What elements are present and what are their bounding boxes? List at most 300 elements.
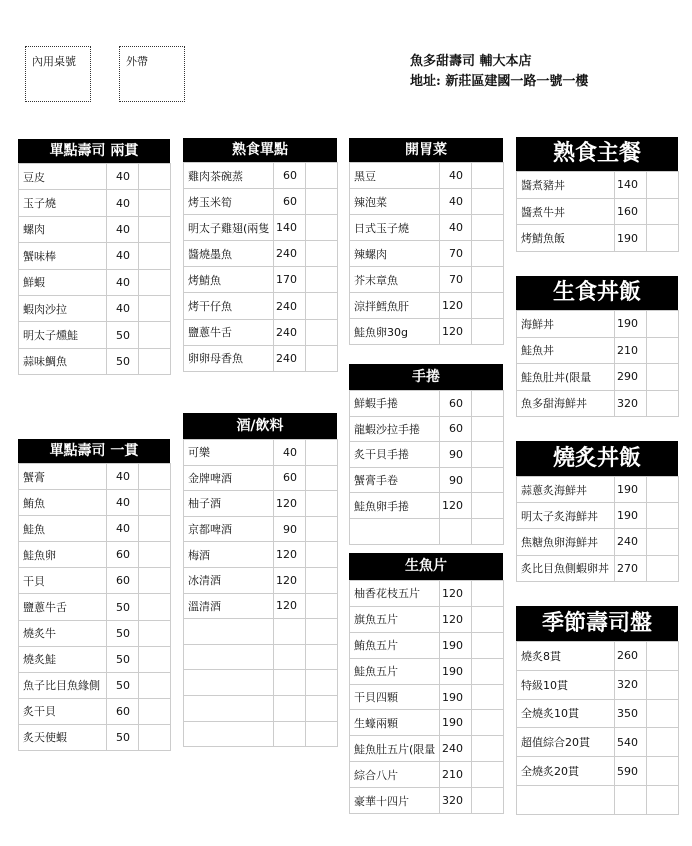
quantity-cell[interactable]: [306, 215, 338, 241]
item-name: 干貝四顆: [350, 684, 440, 710]
item-price: 170: [274, 267, 306, 293]
menu-section: [516, 137, 678, 252]
quantity-cell[interactable]: [647, 337, 679, 364]
item-price: 40: [440, 215, 472, 241]
quantity-cell[interactable]: [472, 391, 504, 417]
menu-item-row: [184, 593, 338, 619]
item-name: 螺肉: [19, 216, 107, 242]
menu-item-row: [350, 163, 504, 189]
item-price: 60: [274, 189, 306, 215]
item-name: 干貝: [19, 568, 107, 594]
quantity-cell[interactable]: [306, 163, 338, 189]
item-price: 40: [107, 490, 139, 516]
quantity-cell[interactable]: [647, 529, 679, 555]
menu-table: [349, 580, 504, 814]
quantity-cell[interactable]: [472, 736, 504, 762]
blank-cell: [615, 785, 647, 814]
item-price: 120: [440, 581, 472, 607]
item-name: 冰清酒: [184, 567, 274, 593]
menu-item-row: [184, 293, 338, 319]
item-price: 60: [107, 568, 139, 594]
item-price: 320: [440, 788, 472, 814]
item-price: 120: [440, 319, 472, 345]
quantity-cell[interactable]: [139, 348, 171, 374]
item-price: 240: [615, 529, 647, 555]
menu-item-row: [19, 698, 171, 724]
menu-item-row: [350, 241, 504, 267]
item-price: 120: [274, 593, 306, 619]
item-name: 蝦肉沙拉: [19, 295, 107, 321]
item-name: 龍蝦沙拉手捲: [350, 416, 440, 442]
blank-cell: [274, 721, 306, 747]
menu-item-row: [517, 477, 679, 503]
blank-cell: [184, 644, 274, 670]
menu-section: [516, 276, 678, 417]
item-name: 生蠔兩顆: [350, 710, 440, 736]
item-price: 40: [274, 440, 306, 466]
blank-cell: [184, 721, 274, 747]
quantity-cell[interactable]: [472, 606, 504, 632]
item-price: 140: [274, 215, 306, 241]
menu-item-row: [350, 267, 504, 293]
menu-item-row: [19, 568, 171, 594]
quantity-cell[interactable]: [472, 788, 504, 814]
menu-table: [18, 463, 171, 751]
quantity-cell[interactable]: [472, 319, 504, 345]
menu-table: [516, 476, 679, 582]
item-name: 溫清酒: [184, 593, 274, 619]
quantity-cell[interactable]: [306, 567, 338, 593]
menu-section: [18, 439, 170, 751]
menu-item-row: [350, 684, 504, 710]
blank-cell: [184, 619, 274, 645]
quantity-cell[interactable]: [139, 672, 171, 698]
quantity-cell[interactable]: [306, 241, 338, 267]
quantity-cell[interactable]: [647, 503, 679, 529]
menu-section: [516, 441, 678, 582]
item-price: 190: [440, 658, 472, 684]
menu-item-row: [19, 542, 171, 568]
menu-item-row: [350, 467, 504, 493]
quantity-cell[interactable]: [306, 516, 338, 542]
quantity-cell[interactable]: [139, 243, 171, 269]
item-name: 辣泡菜: [350, 189, 440, 215]
menu-table: [349, 162, 504, 345]
menu-item-row: [19, 322, 171, 348]
quantity-cell[interactable]: [472, 762, 504, 788]
item-name: 鮭魚肚五片(限量: [350, 736, 440, 762]
item-name: 全燒炙10貫: [517, 699, 615, 728]
menu-item-row: [350, 710, 504, 736]
item-price: 90: [440, 467, 472, 493]
item-name: 鮭魚卵手捲: [350, 493, 440, 519]
quantity-cell[interactable]: [472, 241, 504, 267]
menu-item-row: [350, 762, 504, 788]
item-price: 240: [274, 319, 306, 345]
blank-cell: [184, 695, 274, 721]
item-price: 190: [615, 225, 647, 252]
item-price: 70: [440, 241, 472, 267]
quantity-cell[interactable]: [139, 190, 171, 216]
item-name: 燒炙牛: [19, 620, 107, 646]
menu-item-row: [184, 267, 338, 293]
quantity-cell[interactable]: [647, 699, 679, 728]
blank-cell: [274, 644, 306, 670]
menu-item-row: [19, 269, 171, 295]
quantity-cell[interactable]: [306, 345, 338, 371]
quantity-cell[interactable]: [306, 721, 338, 747]
quantity-cell[interactable]: [139, 490, 171, 516]
item-price: 160: [615, 198, 647, 225]
section-title: 單點壽司 一貫: [18, 439, 170, 463]
blank-cell: [274, 670, 306, 696]
menu-item-row: [350, 658, 504, 684]
item-name: 豪華十四片: [350, 788, 440, 814]
menu-item-row: [19, 295, 171, 321]
item-price: 240: [274, 241, 306, 267]
item-name: 醬煮豬丼: [517, 172, 615, 199]
quantity-cell[interactable]: [306, 189, 338, 215]
quantity-cell[interactable]: [647, 555, 679, 581]
quantity-cell[interactable]: [306, 293, 338, 319]
item-name: 蟹味棒: [19, 243, 107, 269]
dine-in-table-box[interactable]: [25, 46, 91, 102]
menu-item-row: [517, 503, 679, 529]
quantity-cell[interactable]: [306, 319, 338, 345]
item-price: 120: [274, 542, 306, 568]
item-name: 焦糖魚卵海鮮丼: [517, 529, 615, 555]
menu-item-row: [184, 567, 338, 593]
item-price: 50: [107, 672, 139, 698]
item-name: 芥末章魚: [350, 267, 440, 293]
menu-item-row: [517, 555, 679, 581]
item-name: 玉子燒: [19, 190, 107, 216]
quantity-cell[interactable]: [647, 364, 679, 391]
item-price: 240: [440, 736, 472, 762]
item-price: 120: [440, 493, 472, 519]
blank-row: [184, 721, 338, 747]
quantity-cell[interactable]: [472, 163, 504, 189]
item-name: 醬燒墨魚: [184, 241, 274, 267]
quantity-cell[interactable]: [472, 518, 504, 544]
menu-item-row: [19, 594, 171, 620]
menu-table: [18, 163, 171, 375]
item-name: 蒜蔥炙海鮮丼: [517, 477, 615, 503]
item-name: 燒炙8貫: [517, 642, 615, 671]
menu-item-row: [184, 465, 338, 491]
quantity-cell[interactable]: [139, 542, 171, 568]
item-price: 350: [615, 699, 647, 728]
item-price: 210: [440, 762, 472, 788]
menu-item-row: [350, 416, 504, 442]
quantity-cell[interactable]: [139, 568, 171, 594]
item-name: 蟹膏: [19, 464, 107, 490]
quantity-cell[interactable]: [306, 644, 338, 670]
menu-item-row: [517, 642, 679, 671]
blank-cell: [184, 670, 274, 696]
blank-cell: [350, 518, 440, 544]
quantity-cell[interactable]: [647, 311, 679, 338]
item-price: 260: [615, 642, 647, 671]
quantity-cell[interactable]: [647, 728, 679, 757]
quantity-cell[interactable]: [139, 295, 171, 321]
quantity-cell[interactable]: [306, 695, 338, 721]
item-name: 全燒炙20貫: [517, 757, 615, 786]
item-price: 190: [615, 311, 647, 338]
item-price: 190: [615, 503, 647, 529]
quantity-cell[interactable]: [306, 267, 338, 293]
item-price: 190: [440, 632, 472, 658]
item-name: 柚子酒: [184, 491, 274, 517]
menu-item-row: [184, 516, 338, 542]
menu-item-row: [184, 319, 338, 345]
menu-item-row: [184, 241, 338, 267]
section-title: 手捲: [349, 364, 503, 390]
menu-table: [516, 641, 679, 815]
quantity-cell[interactable]: [139, 516, 171, 542]
menu-item-row: [19, 646, 171, 672]
menu-item-row: [517, 529, 679, 555]
quantity-cell[interactable]: [472, 442, 504, 468]
item-price: 40: [107, 295, 139, 321]
item-name: 京都啤酒: [184, 516, 274, 542]
item-name: 烤鯖魚: [184, 267, 274, 293]
quantity-cell[interactable]: [306, 465, 338, 491]
blank-cell: [274, 695, 306, 721]
item-price: 50: [107, 322, 139, 348]
item-price: 320: [615, 670, 647, 699]
item-price: 290: [615, 364, 647, 391]
menu-item-row: [350, 581, 504, 607]
item-name: 日式玉子燒: [350, 215, 440, 241]
item-name: 魚多甜海鮮丼: [517, 390, 615, 417]
item-name: 鮮蝦手捲: [350, 391, 440, 417]
item-name: 豆皮: [19, 164, 107, 190]
quantity-cell[interactable]: [306, 670, 338, 696]
section-title: 開胃菜: [349, 138, 503, 162]
quantity-cell[interactable]: [472, 267, 504, 293]
item-name: 明太子炙海鮮丼: [517, 503, 615, 529]
quantity-cell[interactable]: [306, 491, 338, 517]
item-price: 270: [615, 555, 647, 581]
item-name: 鮪魚: [19, 490, 107, 516]
menu-item-row: [19, 190, 171, 216]
item-price: 210: [615, 337, 647, 364]
section-title: 單點壽司 兩貫: [18, 139, 170, 163]
quantity-cell[interactable]: [472, 215, 504, 241]
item-price: 60: [274, 465, 306, 491]
section-title: 酒/飲料: [183, 413, 337, 439]
takeout-box[interactable]: [119, 46, 185, 102]
menu-item-row: [19, 243, 171, 269]
quantity-cell[interactable]: [139, 164, 171, 190]
menu-section: [349, 553, 503, 814]
menu-item-row: [517, 670, 679, 699]
item-name: 鹽蔥牛舌: [19, 594, 107, 620]
menu-item-row: [184, 491, 338, 517]
item-name: 鮭魚卵: [19, 542, 107, 568]
quantity-cell[interactable]: [306, 619, 338, 645]
item-name: 燒炙鮭: [19, 646, 107, 672]
item-price: 590: [615, 757, 647, 786]
quantity-cell[interactable]: [306, 440, 338, 466]
takeout-label: 外帶: [126, 55, 148, 68]
item-price: 50: [107, 594, 139, 620]
item-name: 炙比目魚側蝦卵丼: [517, 555, 615, 581]
menu-section: [349, 364, 503, 545]
menu-table: [349, 390, 504, 545]
quantity-cell[interactable]: [472, 493, 504, 519]
quantity-cell[interactable]: [139, 322, 171, 348]
item-price: 190: [440, 684, 472, 710]
menu-item-row: [517, 364, 679, 391]
menu-table: [183, 162, 338, 372]
menu-item-row: [350, 736, 504, 762]
item-name: 鮭魚卵30g: [350, 319, 440, 345]
item-name: 魚子比目魚緣側: [19, 672, 107, 698]
item-price: 40: [107, 269, 139, 295]
quantity-cell[interactable]: [647, 757, 679, 786]
quantity-cell[interactable]: [139, 464, 171, 490]
item-name: 涼拌鱈魚肝: [350, 293, 440, 319]
quantity-cell[interactable]: [139, 646, 171, 672]
menu-table: [183, 439, 338, 747]
menu-item-row: [350, 189, 504, 215]
menu-item-row: [517, 699, 679, 728]
menu-item-row: [517, 337, 679, 364]
section-title: 燒炙丼飯: [516, 441, 678, 476]
menu-item-row: [19, 216, 171, 242]
quantity-cell[interactable]: [139, 216, 171, 242]
menu-item-row: [350, 391, 504, 417]
menu-table: [516, 310, 679, 417]
quantity-cell[interactable]: [139, 594, 171, 620]
item-price: 40: [107, 243, 139, 269]
menu-item-row: [517, 390, 679, 417]
item-name: 烤鯖魚飯: [517, 225, 615, 252]
item-price: 60: [107, 542, 139, 568]
item-price: 40: [107, 464, 139, 490]
item-name: 蒜味鯛魚: [19, 348, 107, 374]
menu-section: [516, 606, 678, 815]
quantity-cell[interactable]: [139, 269, 171, 295]
item-price: 320: [615, 390, 647, 417]
item-name: 烤玉米筍: [184, 189, 274, 215]
quantity-cell[interactable]: [647, 390, 679, 417]
menu-table: [516, 171, 679, 252]
quantity-cell[interactable]: [647, 642, 679, 671]
item-name: 黑豆: [350, 163, 440, 189]
blank-cell: [517, 785, 615, 814]
item-price: 50: [107, 620, 139, 646]
menu-item-row: [350, 606, 504, 632]
item-price: 90: [440, 442, 472, 468]
quantity-cell[interactable]: [472, 467, 504, 493]
shop-address: 地址: 新莊區建國一路一號一樓: [410, 74, 589, 89]
item-price: 240: [274, 293, 306, 319]
quantity-cell[interactable]: [647, 670, 679, 699]
item-price: 60: [440, 391, 472, 417]
item-name: 鮭魚丼: [517, 337, 615, 364]
menu-item-row: [19, 490, 171, 516]
item-name: 柚香花枝五片: [350, 581, 440, 607]
menu-item-row: [517, 198, 679, 225]
item-name: 炙干貝手捲: [350, 442, 440, 468]
item-name: 特級10貫: [517, 670, 615, 699]
blank-row: [184, 619, 338, 645]
menu-item-row: [184, 440, 338, 466]
item-price: 120: [440, 606, 472, 632]
item-price: 70: [440, 267, 472, 293]
menu-item-row: [517, 172, 679, 199]
quantity-cell[interactable]: [139, 698, 171, 724]
item-price: 50: [107, 646, 139, 672]
menu-item-row: [19, 348, 171, 374]
item-price: 140: [615, 172, 647, 199]
quantity-cell[interactable]: [139, 620, 171, 646]
quantity-cell[interactable]: [472, 710, 504, 736]
item-name: 烤干仔魚: [184, 293, 274, 319]
quantity-cell[interactable]: [306, 593, 338, 619]
item-name: 卵卵母香魚: [184, 345, 274, 371]
quantity-cell[interactable]: [306, 542, 338, 568]
menu-item-row: [350, 442, 504, 468]
item-name: 鹽蔥牛舌: [184, 319, 274, 345]
quantity-cell[interactable]: [472, 293, 504, 319]
quantity-cell[interactable]: [472, 416, 504, 442]
quantity-cell[interactable]: [647, 225, 679, 252]
item-name: 綜合八片: [350, 762, 440, 788]
item-name: 旗魚五片: [350, 606, 440, 632]
quantity-cell[interactable]: [647, 198, 679, 225]
menu-item-row: [184, 215, 338, 241]
quantity-cell[interactable]: [472, 189, 504, 215]
menu-item-row: [19, 724, 171, 750]
menu-item-row: [517, 757, 679, 786]
quantity-cell[interactable]: [647, 477, 679, 503]
item-price: 60: [274, 163, 306, 189]
quantity-cell[interactable]: [647, 785, 679, 814]
item-name: 鮮蝦: [19, 269, 107, 295]
item-price: 50: [107, 724, 139, 750]
section-title: 季節壽司盤: [516, 606, 678, 641]
item-name: 金牌啤酒: [184, 465, 274, 491]
item-price: 40: [440, 163, 472, 189]
menu-item-row: [350, 319, 504, 345]
item-price: 40: [107, 190, 139, 216]
section-title: 熟食單點: [183, 138, 337, 162]
blank-row: [184, 670, 338, 696]
menu-item-row: [517, 728, 679, 757]
item-name: 辣螺肉: [350, 241, 440, 267]
item-name: 雞肉茶碗蒸: [184, 163, 274, 189]
item-name: 鮭魚肚丼(限量: [517, 364, 615, 391]
blank-row: [184, 644, 338, 670]
quantity-cell[interactable]: [472, 581, 504, 607]
item-name: 鮭魚: [19, 516, 107, 542]
menu-item-row: [184, 189, 338, 215]
quantity-cell[interactable]: [139, 724, 171, 750]
quantity-cell[interactable]: [472, 658, 504, 684]
blank-cell: [274, 619, 306, 645]
quantity-cell[interactable]: [647, 172, 679, 199]
menu-item-row: [19, 164, 171, 190]
item-price: 40: [107, 216, 139, 242]
quantity-cell[interactable]: [472, 684, 504, 710]
section-title: 熟食主餐: [516, 137, 678, 171]
quantity-cell[interactable]: [472, 632, 504, 658]
shop-name: 魚多甜壽司 輔大本店: [410, 54, 532, 69]
